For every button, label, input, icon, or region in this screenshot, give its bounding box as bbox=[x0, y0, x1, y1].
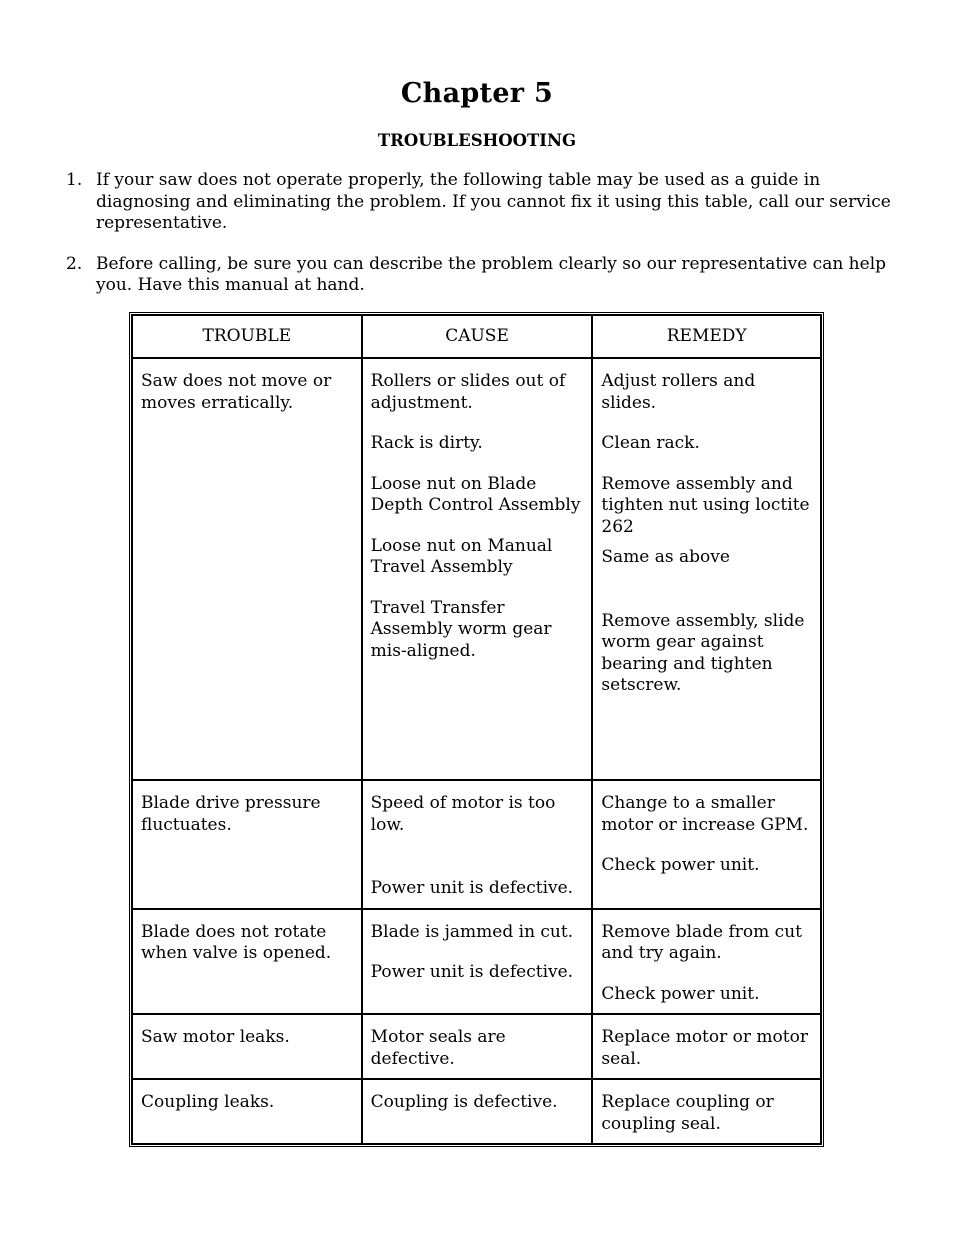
cause-cell bbox=[362, 1079, 593, 1144]
table-row bbox=[132, 780, 821, 909]
remedy-text: Check power unit. bbox=[601, 983, 760, 1004]
remedy-cell bbox=[592, 909, 821, 1015]
trouble-text: Saw motor leaks. bbox=[141, 1027, 290, 1047]
cause-text: Power unit is defective. bbox=[370, 878, 574, 898]
trouble-cell bbox=[132, 1014, 362, 1079]
section-title: TROUBLESHOOTING bbox=[377, 131, 577, 150]
trouble-text: Blade drive pressure fluctuates. bbox=[141, 793, 321, 835]
troubleshooting-table bbox=[129, 312, 824, 1147]
cause-text: Speed of motor is too low. bbox=[370, 793, 556, 835]
intro-item-text: If your saw does not operate properly, the following table may be used as a guide in diagnosing and eliminating the problem. If you cannot fix it using this table, call our service representative. bbox=[96, 170, 891, 233]
remedy-cell bbox=[592, 1014, 821, 1079]
table-row bbox=[132, 1079, 821, 1144]
intro-item bbox=[66, 254, 896, 297]
cause-text: Motor seals are defective. bbox=[370, 1027, 506, 1069]
trouble-cell bbox=[132, 780, 362, 909]
trouble-text: Saw does not move or moves erratically. bbox=[141, 371, 332, 413]
cause-cell bbox=[362, 1014, 593, 1079]
cause-text: Rack is dirty. bbox=[370, 433, 483, 453]
remedy-text: Change to a smaller motor or increase GPM. bbox=[601, 793, 809, 835]
trouble-cell bbox=[132, 909, 362, 1015]
remedy-text: Remove blade from cut and try again. bbox=[601, 921, 802, 963]
table-row bbox=[132, 909, 821, 1015]
remedy-cell bbox=[592, 780, 821, 909]
header-trouble: TROUBLE bbox=[132, 315, 362, 358]
cause-cell bbox=[362, 358, 593, 780]
trouble-text: Coupling leaks. bbox=[141, 1092, 275, 1112]
remedy-text: Same as above bbox=[601, 547, 730, 567]
cause-text: Blade is jammed in cut. bbox=[370, 921, 574, 942]
remedy-text: Remove assembly, slide worm gear against bearing and tighten setscrew. bbox=[601, 610, 805, 695]
cause-cell bbox=[362, 909, 593, 1015]
table-row bbox=[132, 358, 821, 780]
remedy-text: Replace coupling or coupling seal. bbox=[601, 1092, 774, 1134]
table-header-row bbox=[132, 315, 821, 358]
cause-text: Loose nut on Manual Travel Assembly bbox=[370, 535, 553, 577]
remedy-text: Check power unit. bbox=[601, 855, 760, 875]
remedy-cell bbox=[592, 1079, 821, 1144]
trouble-cell bbox=[132, 358, 362, 780]
trouble-cell bbox=[132, 1079, 362, 1144]
remedy-text: Clean rack. bbox=[601, 433, 700, 453]
intro-item-number: 1. bbox=[66, 170, 83, 190]
trouble-text: Blade does not rotate when valve is opened. bbox=[141, 921, 332, 963]
cause-text: Coupling is defective. bbox=[370, 1092, 558, 1112]
cause-text: Rollers or slides out of adjustment. bbox=[370, 371, 566, 413]
intro-item-text: Before calling, be sure you can describe the problem clearly so our representative can help you. Have this manual at hand. bbox=[96, 253, 887, 295]
cause-text: Power unit is defective. bbox=[370, 962, 574, 982]
cause-text: Travel Transfer Assembly worm gear mis-aligned. bbox=[370, 597, 552, 661]
chapter-title: Chapter 5 bbox=[400, 78, 554, 109]
header-cause: CAUSE bbox=[362, 315, 593, 358]
remedy-text: Remove assembly and tighten nut using loctite 262 bbox=[601, 473, 810, 537]
remedy-text: Replace motor or motor seal. bbox=[601, 1027, 808, 1069]
cause-text: Loose nut on Blade Depth Control Assembly bbox=[370, 473, 581, 515]
intro-item bbox=[66, 170, 896, 235]
table-row bbox=[132, 1014, 821, 1079]
intro-list bbox=[66, 170, 896, 316]
remedy-text: Adjust rollers and slides. bbox=[601, 371, 756, 413]
intro-item-number: 2. bbox=[66, 253, 83, 274]
header-remedy: REMEDY bbox=[592, 315, 821, 358]
remedy-cell bbox=[592, 358, 821, 780]
cause-cell bbox=[362, 780, 593, 909]
